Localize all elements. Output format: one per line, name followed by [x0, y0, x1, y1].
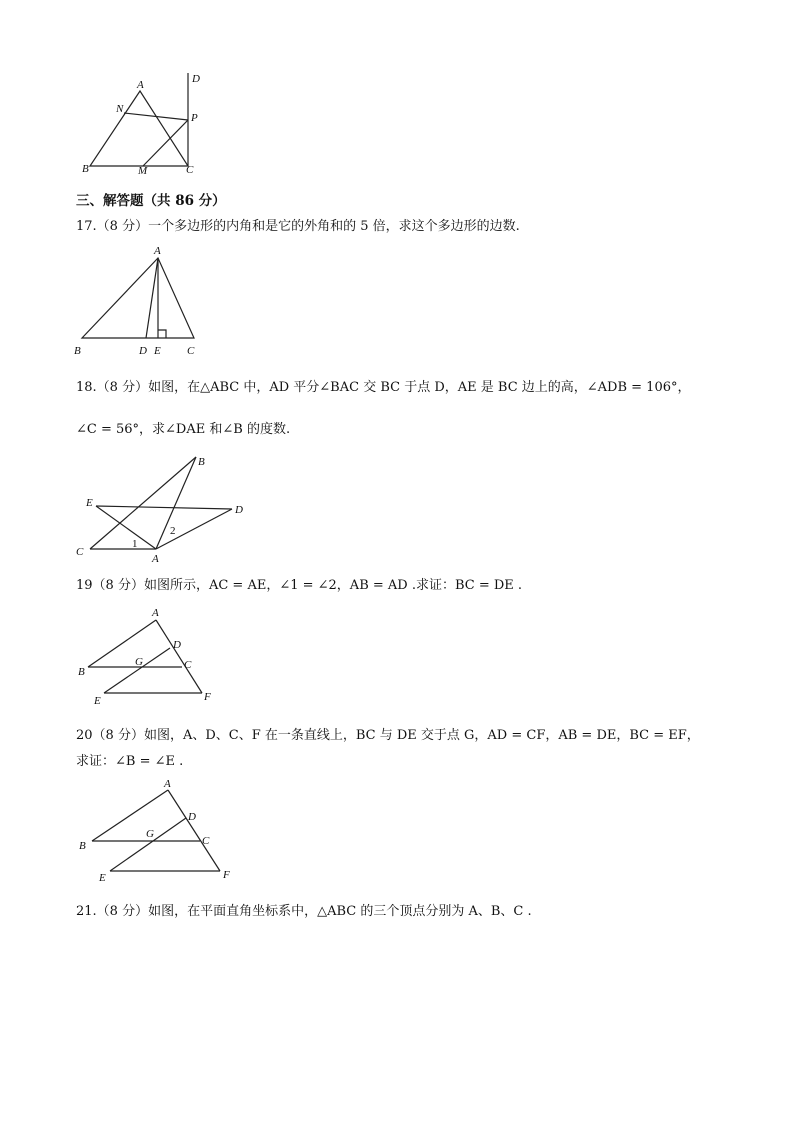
question-17-text: 17.（8 分）一个多边形的内角和是它的外角和的 5 倍，求这个多边形的边数.: [76, 219, 520, 234]
question-20-line-1: 20（8 分）如图，A、D、C、F 在一条直线上，BC 与 DE 交于点 G，AD = CF，AB = DE，BC = EF，: [76, 728, 700, 743]
label-n: N: [116, 103, 124, 115]
label-b: B: [82, 163, 89, 175]
segment-ab: [156, 457, 196, 549]
label-f: F: [223, 869, 230, 881]
label-c: C: [187, 345, 195, 357]
segment-ed: [110, 818, 186, 871]
segment-ea: [96, 506, 156, 549]
label-a: A: [152, 553, 159, 565]
label-d: D: [173, 639, 181, 651]
label-d: D: [192, 73, 200, 85]
section-header: 三、解答题（共 86 分）: [76, 193, 226, 209]
label-b: B: [79, 840, 86, 852]
label-a: A: [164, 778, 171, 790]
figure-q18-triangle: [70, 240, 210, 360]
segment-ad: [146, 258, 158, 338]
segment-ba: [92, 790, 168, 841]
label-c: C: [186, 164, 194, 176]
line-mp: [143, 120, 188, 166]
figure-q20-a-triangles: [74, 604, 224, 708]
label-e: E: [94, 695, 101, 707]
segment-af: [156, 620, 202, 693]
question-20-line-2: 求证：∠B = ∠E .: [76, 754, 184, 769]
angle-1-label: 1: [132, 538, 138, 550]
label-e: E: [86, 497, 93, 509]
label-c: C: [202, 835, 210, 847]
label-e: E: [154, 345, 161, 357]
label-c: C: [184, 659, 192, 671]
segment-af: [168, 790, 220, 871]
segment-cb: [90, 457, 196, 549]
right-angle-mark: [158, 330, 166, 338]
label-m: M: [138, 165, 148, 177]
segment-ad: [156, 509, 232, 549]
label-e: E: [99, 872, 106, 884]
label-g: G: [135, 656, 143, 668]
label-d: D: [188, 811, 196, 823]
label-d: D: [139, 345, 147, 357]
segment-ba: [88, 620, 156, 667]
question-21-text: 21.（8 分）如图，在平面直角坐标系中，△ABC 的三个顶点分别为 A、B、C .: [76, 904, 532, 919]
label-d: D: [235, 504, 243, 516]
label-f: F: [204, 691, 211, 703]
label-a: A: [154, 245, 161, 257]
label-b: B: [198, 456, 205, 468]
label-b: B: [74, 345, 81, 357]
label-a: A: [152, 607, 159, 619]
label-g: G: [146, 828, 154, 840]
line-np: [124, 113, 188, 120]
figure-top-triangle-square: [80, 70, 210, 180]
label-p: P: [191, 112, 198, 124]
label-b: B: [78, 666, 85, 678]
segment-ed: [96, 506, 232, 509]
label-a: A: [137, 79, 144, 91]
figure-q20-b-triangles: [74, 774, 244, 886]
triangle-abc: [90, 91, 188, 166]
segment-ed: [104, 648, 170, 693]
figure-q19-triangles: [72, 452, 262, 564]
label-c: C: [76, 546, 84, 558]
question-18-line-2: ∠C = 56°，求∠DAE 和∠B 的度数.: [76, 422, 291, 437]
triangle-abc: [82, 258, 194, 338]
question-18-line-1: 18.（8 分）如图，在△ABC 中，AD 平分∠BAC 交 BC 于点 D，AE 是 BC 边上的高，∠ADB = 106°，: [76, 380, 691, 395]
angle-2-label: 2: [170, 525, 176, 537]
question-19-text: 19（8 分）如图所示，AC = AE，∠1 = ∠2，AB = AD .求证：BC = DE .: [76, 578, 523, 593]
